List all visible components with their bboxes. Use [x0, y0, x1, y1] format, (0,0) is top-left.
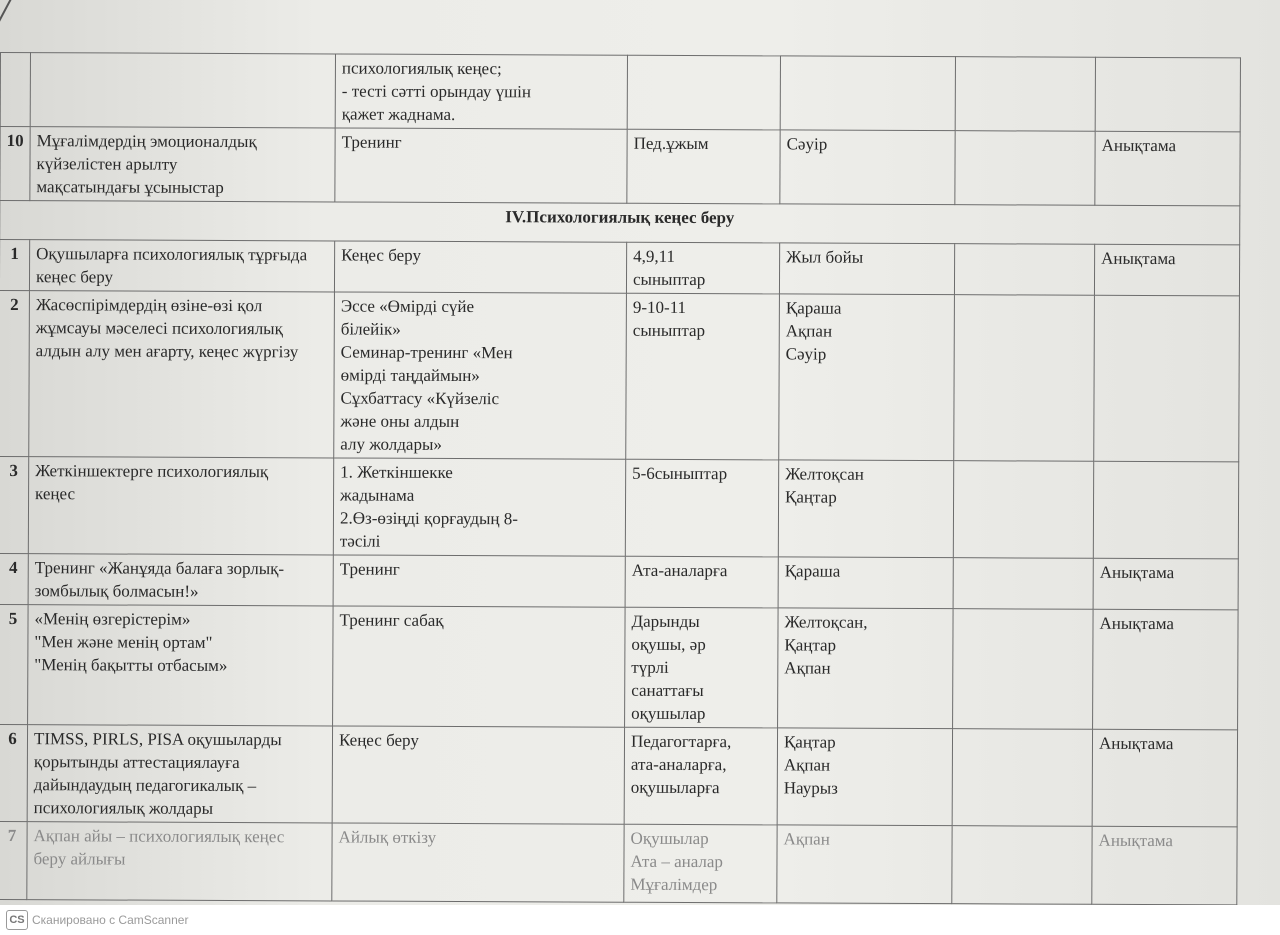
time-cell	[777, 825, 952, 904]
audience-line: 5-6сыныптар	[632, 463, 728, 484]
time-cell	[777, 728, 952, 826]
audience-line: Мұғалімдер	[630, 874, 718, 895]
document-cell: Анықтама	[1093, 558, 1238, 610]
form-line: 2.Өз-өзіңді қорғаудың 8-	[339, 508, 519, 529]
camscanner-logo: CS	[6, 910, 28, 930]
table-row	[0, 553, 1238, 609]
audience-cell	[627, 55, 780, 130]
time-line: Сәуір	[785, 344, 827, 364]
topic-line: Мұғалімдердің эмоционалдық	[36, 131, 257, 152]
time-cell	[780, 130, 955, 205]
table-row	[0, 240, 1240, 296]
form-line: Кеңес беру	[341, 245, 422, 265]
form-line: өмірді таңдаймын»	[340, 365, 480, 386]
topic-line: күйзелістен арылту	[36, 154, 178, 174]
empty-cell	[952, 826, 1092, 905]
topic-line: "Мен және менің ортам"	[34, 632, 213, 652]
audience-line: түрлі	[631, 657, 669, 677]
audience-cell	[624, 824, 777, 903]
topic-cell	[28, 554, 333, 606]
empty-cell	[955, 57, 1095, 132]
audience-line: сыныптар	[632, 320, 706, 341]
row-number: 3	[0, 456, 29, 553]
topic-line: Ақпан айы – психологиялық кеңес	[33, 826, 285, 847]
form-cell	[333, 458, 625, 556]
row-number: 5	[0, 604, 28, 724]
empty-cell	[954, 295, 1095, 462]
table-row	[0, 821, 1237, 904]
document-cell: Анықтама	[1092, 729, 1237, 827]
time-line: Сәуір	[786, 134, 828, 154]
audience-line: Педагогтарға,	[630, 731, 732, 752]
audience-line: ата-аналарға,	[630, 754, 727, 775]
topic-line: қорытынды аттестациялауға	[33, 752, 240, 773]
audience-line: Дарынды	[631, 611, 700, 632]
empty-cell	[952, 729, 1092, 827]
time-line: Желтоқсан	[785, 464, 864, 484]
topic-line: психологиялық жолдары	[33, 798, 214, 818]
table-row	[0, 724, 1238, 826]
plan-table	[0, 52, 1241, 905]
form-line: қажет жаднама.	[341, 104, 456, 124]
table-row	[0, 127, 1240, 206]
topic-line: кеңес	[35, 484, 76, 504]
topic-line: Оқушыларға психологиялық тұрғыда	[36, 244, 308, 265]
row-number: 4	[0, 553, 28, 604]
table-row	[0, 53, 1240, 132]
document-cell	[1093, 461, 1238, 559]
time-line: Қаңтар	[785, 487, 837, 507]
section-title: IV.Психологиялық кеңес беру	[0, 201, 1240, 245]
topic-cell	[30, 53, 335, 128]
row-number: 6	[0, 724, 28, 821]
topic-cell	[29, 291, 335, 458]
document-cell: Анықтама	[1095, 131, 1240, 206]
time-line: Қаңтар	[784, 635, 837, 655]
topic-line: TIMSS, PIRLS, PISA оқушыларды	[33, 729, 282, 750]
form-cell	[333, 555, 625, 607]
topic-line: Тренинг «Жанұяда балаға зорлық-	[34, 558, 285, 579]
form-line: тәсілі	[339, 531, 381, 551]
row-number: 1	[0, 240, 30, 291]
form-line: жадынама	[340, 485, 415, 505]
form-line: Эссе «Өмірді сүйе	[340, 296, 475, 317]
form-cell	[334, 292, 627, 459]
time-cell	[780, 56, 955, 131]
time-cell	[779, 294, 955, 461]
form-cell	[334, 241, 626, 293]
form-line: білейік»	[340, 319, 401, 339]
topic-line: алдын алу мен ағарту, кеңес жүргізу	[35, 341, 299, 362]
time-line: Қараша	[785, 298, 842, 318]
topic-line: беру айлығы	[33, 849, 126, 869]
empty-cell	[953, 609, 1094, 730]
time-line: Қаңтар	[783, 732, 836, 752]
table-row	[0, 456, 1239, 558]
topic-cell	[27, 822, 332, 901]
time-line: Жыл бойы	[786, 247, 864, 267]
table-body-previous-section	[0, 53, 1240, 206]
empty-cell	[953, 461, 1093, 559]
form-cell	[332, 823, 624, 902]
scanner-footer	[0, 905, 1280, 935]
topic-cell	[30, 127, 335, 202]
audience-line: Ата-аналарға	[631, 560, 728, 581]
empty-cell	[955, 131, 1095, 206]
audience-cell	[624, 727, 777, 825]
document-cell: Анықтама	[1094, 244, 1239, 296]
table-body-section-header	[0, 201, 1240, 245]
plan-document	[0, 52, 1240, 905]
audience-line: оқушыларға	[630, 777, 720, 798]
document-cell: Анықтама	[1093, 609, 1239, 730]
form-line: және оны алдын	[340, 411, 460, 432]
topic-cell	[28, 457, 333, 555]
form-line: Семинар-тренинг «Мен	[340, 342, 513, 363]
audience-line: санаттағы	[631, 680, 704, 701]
table-row	[0, 290, 1239, 461]
audience-cell	[627, 129, 780, 204]
form-cell	[333, 606, 626, 727]
form-line: Кеңес беру	[338, 730, 419, 750]
topic-line: дайындаудың педагогикалық –	[33, 775, 257, 796]
document-cell: Анықтама	[1092, 826, 1237, 905]
audience-cell	[626, 293, 780, 460]
document-cell	[1094, 295, 1240, 462]
form-line: Айлық өткізу	[338, 827, 437, 847]
topic-cell	[28, 605, 334, 726]
row-number: 10	[0, 127, 30, 201]
topic-line: кеңес беру	[35, 267, 114, 287]
row-number: 7	[0, 821, 27, 899]
audience-line: сыныптар	[632, 269, 706, 290]
audience-line: Пед.ұжым	[633, 133, 709, 154]
form-line: алу жолдары»	[340, 434, 442, 454]
form-cell	[332, 726, 624, 824]
audience-line: Оқушылар	[630, 828, 709, 849]
topic-line: жұмсауы мәселесі психологиялық	[35, 318, 283, 339]
audience-line: оқушылар	[631, 703, 706, 724]
section-header-row	[0, 201, 1240, 245]
empty-cell	[954, 244, 1094, 296]
row-number: 2	[0, 290, 29, 456]
audience-line: оқушы, әр	[631, 634, 706, 655]
time-cell	[778, 460, 953, 558]
audience-line: 9-10-11	[632, 297, 687, 317]
time-cell	[778, 557, 953, 609]
time-line: Қараша	[784, 561, 841, 581]
form-line: психологиялық кеңес;	[341, 58, 502, 79]
topic-line: Жеткіншектерге психологиялық	[35, 461, 269, 482]
topic-cell	[29, 240, 334, 292]
audience-cell	[625, 607, 779, 728]
form-line: Сұхбаттасу «Күйзеліс	[340, 388, 500, 409]
form-line: Тренинг	[339, 559, 400, 579]
form-line: - тесті сәтті орындау үшін	[341, 81, 532, 102]
topic-cell	[27, 725, 332, 823]
audience-cell	[626, 242, 779, 294]
topic-line: Жасөспірімдердің өзіне-өзі қол	[35, 295, 263, 316]
topic-line: "Менің бақытты отбасым»	[34, 655, 228, 675]
topic-line: «Менің өзгерістерім»	[34, 609, 191, 629]
topic-line: зомбылық болмасын!»	[34, 581, 199, 601]
scanner-footer-text: Сканировано с CamScanner	[32, 913, 189, 927]
document-cell	[1095, 57, 1240, 132]
time-line: Желтоқсан,	[784, 612, 868, 632]
audience-line: Ата – аналар	[630, 851, 723, 872]
form-line: Тренинг сабақ	[339, 610, 444, 630]
form-line: 1. Жеткіншекке	[340, 462, 453, 482]
time-cell	[778, 608, 954, 729]
audience-cell	[625, 459, 778, 557]
time-cell	[779, 243, 954, 295]
audience-cell	[625, 556, 778, 608]
pen-mark	[0, 0, 24, 56]
form-cell	[335, 128, 627, 203]
time-line: Ақпан	[783, 755, 831, 775]
time-line: Ақпан	[785, 321, 833, 341]
table-row	[0, 604, 1238, 729]
time-line: Ақпан	[784, 658, 831, 678]
row-number	[0, 53, 30, 127]
time-line: Наурыз	[783, 778, 838, 798]
topic-line: мақсатындағы ұсыныстар	[36, 177, 224, 197]
empty-cell	[953, 558, 1093, 610]
audience-line: 4,9,11	[633, 246, 676, 266]
time-line: Ақпан	[783, 829, 830, 849]
table-body-counseling-section	[0, 240, 1240, 905]
form-line: Тренинг	[341, 132, 402, 152]
form-cell	[335, 54, 627, 129]
